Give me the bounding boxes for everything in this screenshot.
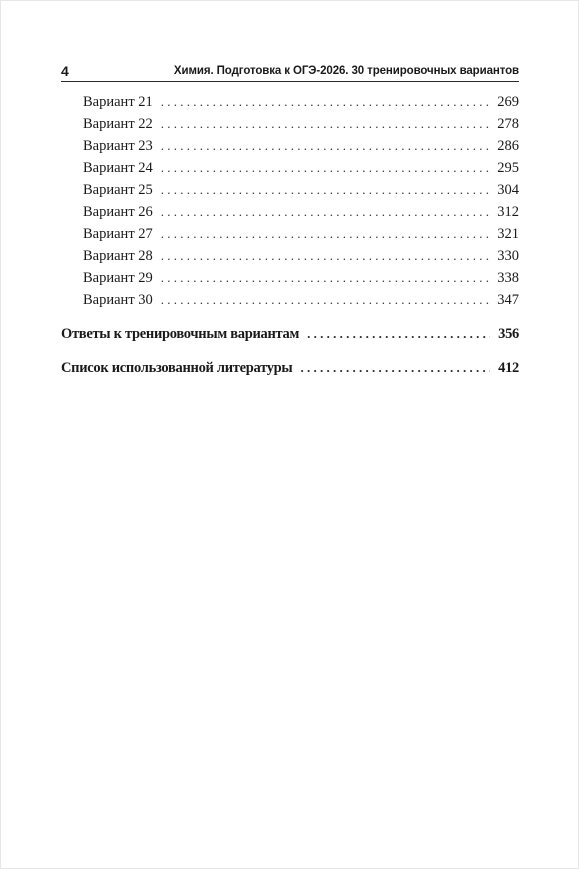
toc-entry-variant-23 xyxy=(61,135,519,157)
dot-leader xyxy=(300,357,490,379)
dot-leader xyxy=(161,91,489,113)
toc-entry-page: 347 xyxy=(497,292,519,308)
toc-entry-label: Вариант 28 xyxy=(83,248,153,264)
toc-entry-page: 295 xyxy=(497,160,519,176)
toc-entry-page: 286 xyxy=(497,138,519,154)
section-gap xyxy=(61,345,519,357)
toc-entry-label: Вариант 25 xyxy=(83,182,153,198)
dot-leader xyxy=(307,323,490,345)
toc-entry-variant-26 xyxy=(61,201,519,223)
dot-leader xyxy=(161,267,489,289)
toc-entry-label: Список использованной литературы xyxy=(61,360,293,376)
dot-leader xyxy=(161,289,489,311)
toc-entry-variant-25 xyxy=(61,179,519,201)
page-header xyxy=(61,61,519,81)
toc-entry-variant-21 xyxy=(61,91,519,113)
toc-entry-variant-27 xyxy=(61,223,519,245)
section-gap xyxy=(61,311,519,323)
dot-leader xyxy=(161,179,489,201)
toc-entry-label: Ответы к тренировочным вариантам xyxy=(61,326,300,342)
toc-entry-label: Вариант 21 xyxy=(83,94,153,110)
toc-entry-label: Вариант 24 xyxy=(83,160,153,176)
toc-entry-label: Вариант 30 xyxy=(83,292,153,308)
toc-entry-page: 304 xyxy=(497,182,519,198)
toc-entry-label: Вариант 29 xyxy=(83,270,153,286)
toc-entry-label: Вариант 22 xyxy=(83,116,153,132)
page-number: 4 xyxy=(61,63,69,79)
toc-entry-variant-30 xyxy=(61,289,519,311)
toc-entry-variant-22 xyxy=(61,113,519,135)
toc-entry-page: 312 xyxy=(497,204,519,220)
table-of-contents xyxy=(61,91,519,379)
header-divider xyxy=(61,81,519,82)
dot-leader xyxy=(161,113,489,135)
toc-entry-page: 338 xyxy=(497,270,519,286)
toc-entry-page: 278 xyxy=(497,116,519,132)
toc-entry-variant-29 xyxy=(61,267,519,289)
toc-entry-bibliography xyxy=(61,357,519,379)
dot-leader xyxy=(161,201,489,223)
running-title: Химия. Подготовка к ОГЭ-2026. 30 тренировочных вариантов xyxy=(173,65,519,77)
dot-leader xyxy=(161,135,489,157)
toc-entry-label: Вариант 23 xyxy=(83,138,153,154)
toc-entry-page: 412 xyxy=(498,360,519,376)
toc-entry-variant-24 xyxy=(61,157,519,179)
toc-entry-page: 330 xyxy=(497,248,519,264)
toc-entry-label: Вариант 26 xyxy=(83,204,153,220)
dot-leader xyxy=(161,245,489,267)
toc-entry-label: Вариант 27 xyxy=(83,226,153,242)
toc-entry-answers xyxy=(61,323,519,345)
dot-leader xyxy=(161,157,489,179)
toc-entry-page: 356 xyxy=(498,326,519,342)
toc-entry-page: 269 xyxy=(497,94,519,110)
toc-entry-page: 321 xyxy=(497,226,519,242)
dot-leader xyxy=(161,223,489,245)
toc-entry-variant-28 xyxy=(61,245,519,267)
